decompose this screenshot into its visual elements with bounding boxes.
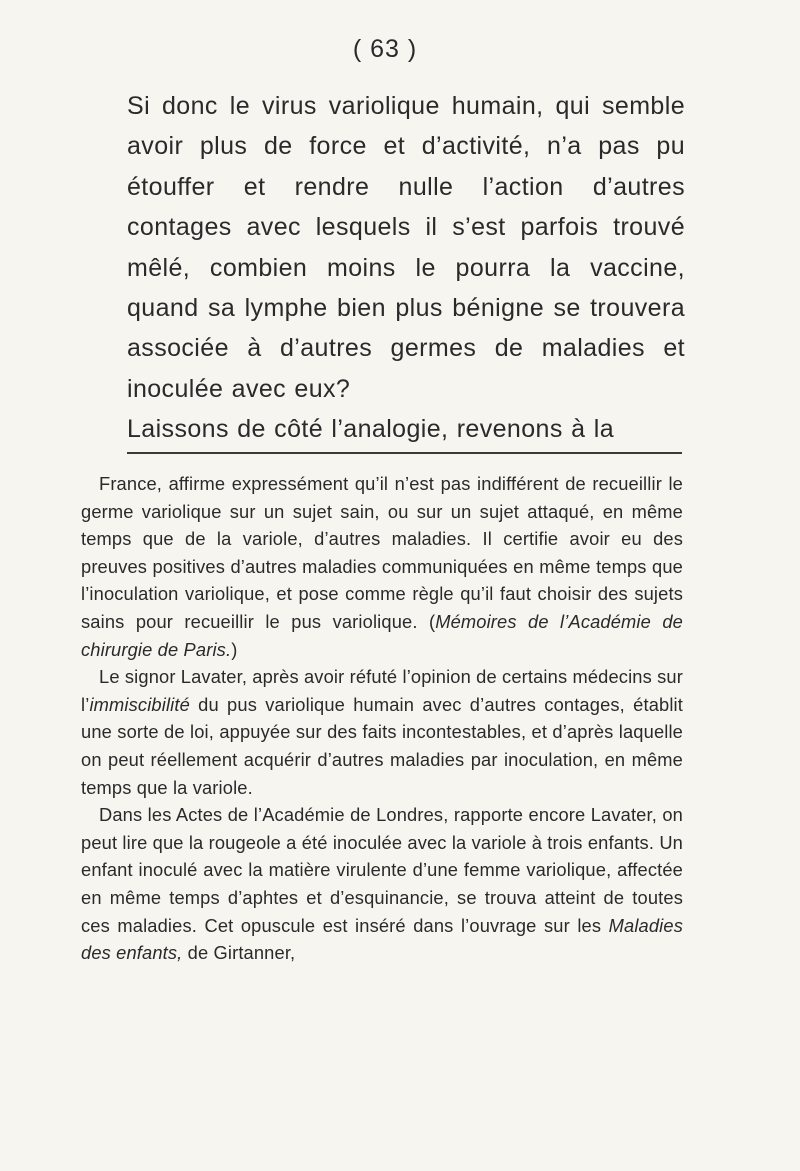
footnote-citation: Mémoires de l’Académie de chirurgie de Paris. (81, 610, 683, 660)
footnote (81, 470, 683, 967)
footnote-text: de Girtanner, (182, 942, 296, 964)
footnote-paragraph (81, 663, 683, 801)
page-number: ( 63 ) (352, 35, 418, 63)
footnote-text: ) (231, 638, 238, 660)
footnote-text: France, affirme expressément qu’il n’est pas indifférent de recueillir le germe variolique sur un sujet sain, ou sur un sujet attaqué, en même temps que de la variole, d’autres maladies. Il certifie avoir eu des preuves positives d’autres maladies communiquées en même temps que l’inoculation variolique, et pose comme règle qu’il faut choisir des sujets sains pour recueillir le pus variolique. ( (81, 473, 683, 632)
footnote-text: Dans les Actes de l’Académie de Londres, rapporte encore Lavater, on peut lire que la rougeole a été inoculée avec la variole à trois enfants. Un enfant inoculé avec la matière virulente d’une femme variolique, affectée en même temps d’aphtes et d’esquinancie, se trouva atteint de toutes ces maladies. Cet opuscule est inséré dans l’ouvrage sur les (81, 804, 683, 936)
footnote-book-title: Maladies des enfants, (81, 914, 683, 964)
footnote-paragraph (81, 801, 683, 967)
footnote-emphasis: immiscibilité (89, 693, 190, 715)
footnote-separator (127, 452, 682, 454)
main-paragraph: Si donc le virus variolique humain, qui semble avoir plus de force et d’activité, n’a pas pu étouffer et rendre nulle l’action d’autres contages avec lesquels il s’est parfois trouvé mêlé, combien moins le pourra la vaccine, quand sa lymphe bien plus bénigne se trouvera associée à d’autres germes de maladies et inoculée avec eux? (127, 92, 685, 403)
main-text (127, 86, 685, 450)
main-paragraph: Laissons de côté l’analogie, revenons à la (127, 415, 614, 444)
footnote-paragraph (81, 470, 683, 663)
footnote-text: Le signor Lavater, après avoir réfuté l’opinion de certains médecins sur l’ (81, 666, 683, 715)
footnote-text: du pus variolique humain avec d’autres contages, établit une sorte de loi, appuyée sur des faits incontestables, et d’après laquelle on peut réellement acquérir d’autres maladies par inoculation, en même temps que la variole. (81, 693, 683, 798)
